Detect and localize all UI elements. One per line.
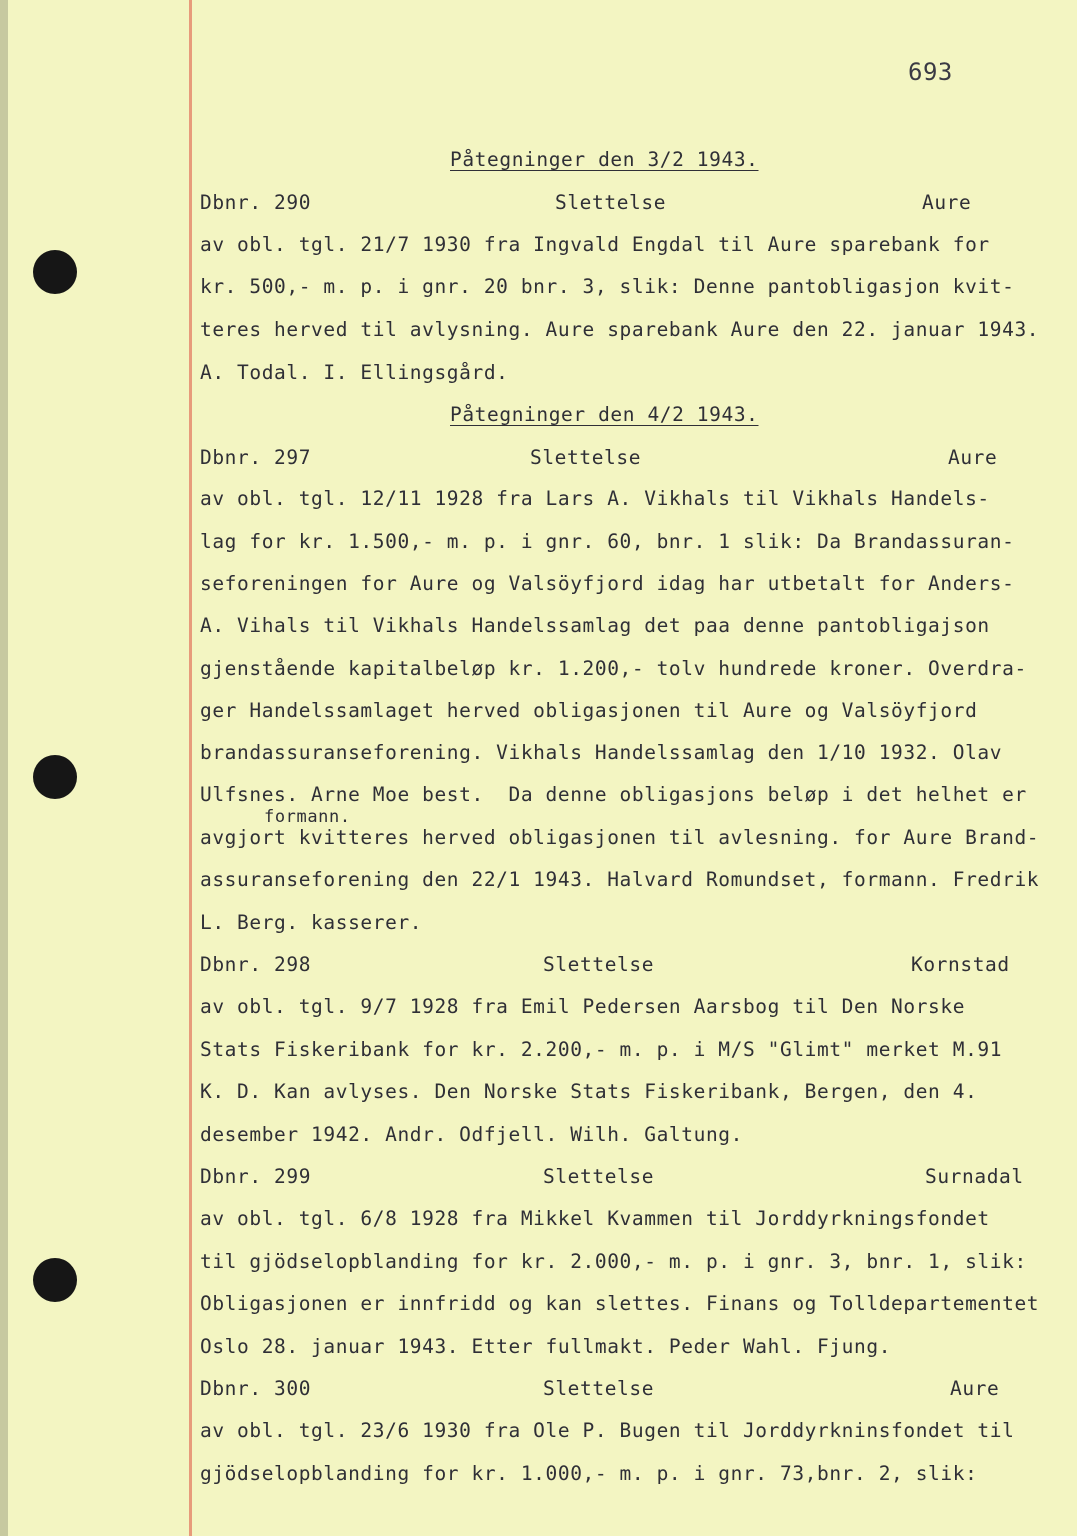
punch-hole xyxy=(33,250,77,294)
interlinear-note: formann. xyxy=(264,807,351,827)
entry-number: Dbnr. 290 xyxy=(200,191,312,214)
punch-hole xyxy=(33,1258,77,1302)
section-heading: Påtegninger den 4/2 1943. xyxy=(450,403,759,426)
entry-place: Surnadal xyxy=(925,1165,1024,1188)
entry-type: Slettelse xyxy=(543,1165,655,1188)
entry-text-line: seforeningen for Aure og Valsöyfjord idag har utbetalt for Anders- xyxy=(200,572,1015,595)
entry-text-line: teres herved til avlysning. Aure sparebank Aure den 22. januar 1943. xyxy=(200,318,1040,341)
entry-place: Aure xyxy=(950,1377,1000,1400)
margin-rule xyxy=(189,0,192,1536)
entry-text-line: av obl. tgl. 21/7 1930 fra Ingvald Engdal til Aure sparebank for xyxy=(200,233,990,256)
punch-hole xyxy=(33,755,77,799)
page-number: 693 xyxy=(908,58,953,86)
entry-text-line: av obl. tgl. 23/6 1930 fra Ole P. Bugen til Jorddyrkninsfondet til xyxy=(200,1419,1015,1442)
entry-text-line: av obl. tgl. 12/11 1928 fra Lars A. Vikhals til Vikhals Handels- xyxy=(200,487,990,510)
entry-type: Slettelse xyxy=(555,191,667,214)
entry-text-line: brandassuranseforening. Vikhals Handelssamlag den 1/10 1932. Olav xyxy=(200,741,1003,764)
entry-text-line: til gjödselopblanding for kr. 2.000,- m. p. i gnr. 3, bnr. 1, slik: xyxy=(200,1250,1027,1273)
entry-text-line: kr. 500,- m. p. i gnr. 20 bnr. 3, slik: Denne pantobligasjon kvit- xyxy=(200,275,1015,298)
entry-text-line: desember 1942. Andr. Odfjell. Wilh. Galtung. xyxy=(200,1123,743,1146)
entry-text-line: A. Todal. I. Ellingsgård. xyxy=(200,361,509,384)
entry-text-line: av obl. tgl. 9/7 1928 fra Emil Pedersen Aarsbog til Den Norske xyxy=(200,995,966,1018)
entry-number: Dbnr. 298 xyxy=(200,953,312,976)
entry-text-line: A. Vihals til Vikhals Handelssamlag det paa denne pantobligajson xyxy=(200,614,990,637)
entry-text-line: Obligasjonen er innfridd og kan slettes. Finans og Tolldepartementet xyxy=(200,1292,1040,1315)
entry-text-line: av obl. tgl. 6/8 1928 fra Mikkel Kvammen til Jorddyrkningsfondet xyxy=(200,1207,990,1230)
entry-number: Dbnr. 300 xyxy=(200,1377,312,1400)
entry-number: Dbnr. 299 xyxy=(200,1165,312,1188)
entry-place: Aure xyxy=(948,446,998,469)
page-edge-shadow xyxy=(0,0,8,1536)
entry-text-line: assuranseforening den 22/1 1943. Halvard Romundset, formann. Fredrik xyxy=(200,868,1040,891)
entry-text-line: Oslo 28. januar 1943. Etter fullmakt. Peder Wahl. Fjung. xyxy=(200,1335,892,1358)
entry-text-line: Ulfsnes. Arne Moe best. Da denne obligasjons beløp i det helhet er xyxy=(200,783,1027,806)
entry-text-line: ger Handelssamlaget herved obligasjonen til Aure og Valsöyfjord xyxy=(200,699,978,722)
entry-text-line: K. D. Kan avlyses. Den Norske Stats Fiskeribank, Bergen, den 4. xyxy=(200,1080,978,1103)
entry-text-line: gjenstående kapitalbeløp kr. 1.200,- tolv hundrede kroner. Overdra- xyxy=(200,657,1027,680)
entry-number: Dbnr. 297 xyxy=(200,446,312,469)
entry-place: Aure xyxy=(922,191,972,214)
entry-type: Slettelse xyxy=(543,953,655,976)
entry-type: Slettelse xyxy=(530,446,642,469)
entry-text-line: gjödselopblanding for kr. 1.000,- m. p. i gnr. 73,bnr. 2, slik: xyxy=(200,1462,978,1485)
entry-text-line: lag for kr. 1.500,- m. p. i gnr. 60, bnr. 1 slik: Da Brandassuran- xyxy=(200,530,1015,553)
entry-text-line: avgjort kvitteres herved obligasjonen til avlesning. for Aure Brand- xyxy=(200,826,1040,849)
entry-text-line: Stats Fiskeribank for kr. 2.200,- m. p. i M/S "Glimt" merket M.91 xyxy=(200,1038,1003,1061)
entry-text-line: L. Berg. kasserer. xyxy=(200,911,423,934)
entry-type: Slettelse xyxy=(543,1377,655,1400)
entry-place: Kornstad xyxy=(911,953,1010,976)
section-heading: Påtegninger den 3/2 1943. xyxy=(450,148,759,171)
